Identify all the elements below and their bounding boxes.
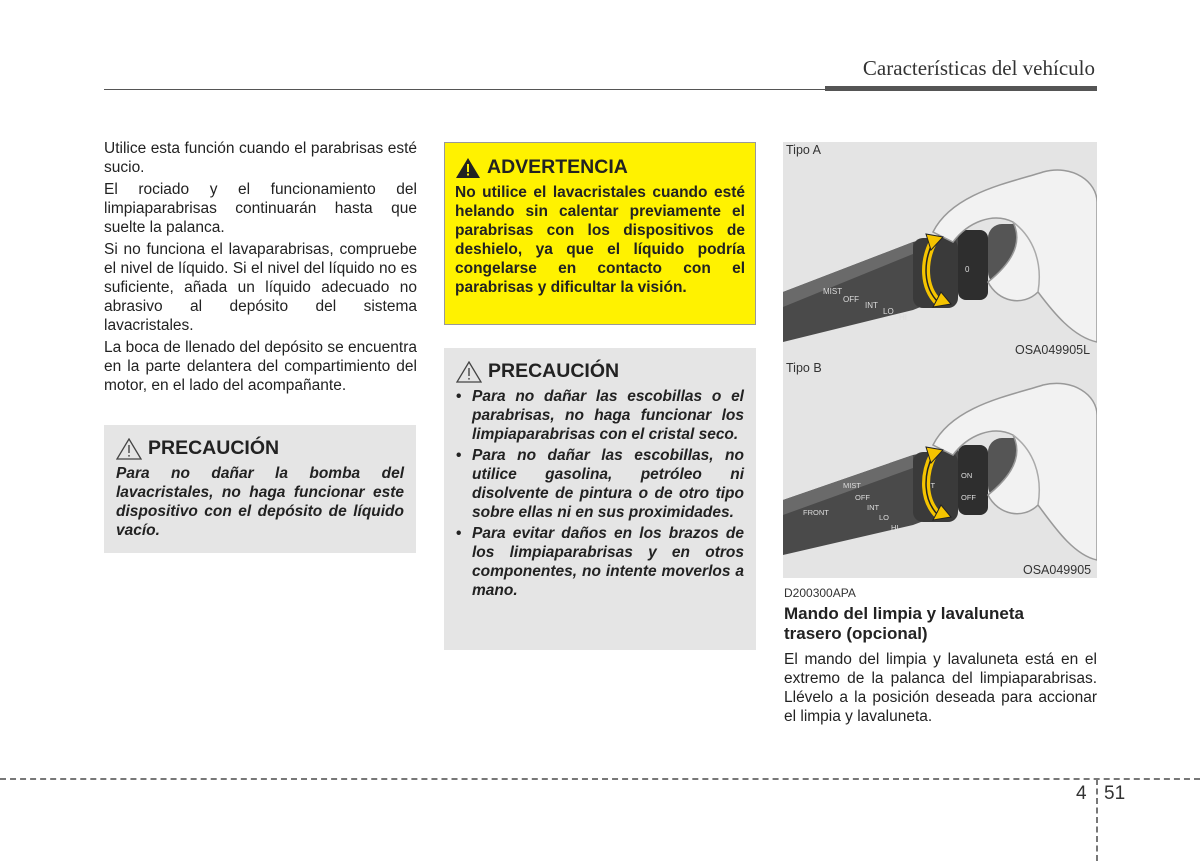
lever-mark-lo: LO: [879, 513, 890, 522]
lever-mark-2: 2: [923, 275, 928, 284]
figure-code: OSA049905L: [1015, 343, 1091, 357]
paragraph: Si no funciona el lavaparabrisas, compruebe el nivel de líquido. Si el nivel del líquido no es suficiente, añada un líquido adecuado no abrasivo al depósito del sistema lavacristales.: [104, 241, 417, 334]
lever-mark-1: 1: [923, 255, 928, 264]
warning-triangle-icon: [455, 157, 481, 179]
lever-mark-int: INT: [867, 503, 880, 512]
right-column-text: [784, 650, 1097, 729]
caution-box-pump: [104, 425, 416, 553]
figure-code: OSA049905: [1023, 563, 1092, 577]
list-item: • Para no dañar las escobillas, no utilice gasolina, petróleo ni disolvente de pintura o de otro tipo sobre ellas ni en sus proximidades.: [456, 446, 744, 522]
lever-mark-mist: MIST: [843, 481, 861, 490]
caution-list: [456, 387, 744, 600]
caution-text: Para no dañar la bomba del lavacristales, no haga funcionar este dispositivo con el depósito de líquido vacío.: [116, 465, 404, 539]
header-rule-accent: [825, 86, 1097, 91]
list-item: • Para no dañar las escobillas o el parabrisas, no haga funcionar los limpiaparabrisas con el cristal seco.: [456, 387, 744, 444]
lever-mark-on: ON: [961, 471, 973, 480]
page-number: 51: [1104, 783, 1126, 804]
list-item: • Para evitar daños en los brazos de los limpiaparabrisas y en otros componentes, no intente moverlos a mano.: [456, 524, 744, 600]
lever-mark-mist: MIST: [823, 287, 843, 296]
figure-type-b: [783, 360, 1097, 578]
caution-heading: [456, 360, 744, 383]
caution-box-wipers: [444, 348, 756, 650]
caution-triangle-icon: [116, 438, 142, 460]
lever-mark-hi: HI: [891, 523, 899, 532]
paragraph: Utilice esta función cuando el parabrisas esté sucio.: [104, 140, 417, 176]
page-header-title: Características del vehículo: [862, 56, 1095, 80]
paragraph: La boca de llenado del depósito se encuentra en la parte delantera del compartimiento del motor, en el lado del acompañante.: [104, 339, 417, 394]
wiper-lever-illustration: [783, 142, 1097, 360]
chapter-number: 4: [1076, 783, 1087, 804]
lever-mark-hi: HI: [899, 313, 907, 322]
footer-vertical-divider: [1096, 779, 1098, 861]
warning-heading: [455, 156, 745, 179]
lever-mark-0: 0: [965, 265, 970, 274]
lever-mark-int: INT: [865, 301, 878, 310]
lever-mark-off: OFF: [855, 493, 870, 502]
caution-title: PRECAUCIÓN: [488, 360, 620, 382]
lever-mark-rear-off: OFF: [961, 493, 976, 502]
lever-mark-off: OFF: [843, 295, 859, 304]
caution-title: PRECAUCIÓN: [148, 437, 280, 459]
caution-triangle-icon: [456, 361, 482, 383]
paragraph: El mando del limpia y lavaluneta está en el extremo de la palanca del limpiaparabrisas. Llévelo a la posición deseada para accionar el limpia y lavaluneta.: [784, 651, 1097, 725]
footer-divider: [0, 778, 1200, 780]
figure-type-a: [783, 142, 1097, 360]
warning-box: [444, 142, 756, 325]
lever-mark-lo: LO: [883, 307, 894, 316]
caution-heading: [116, 437, 404, 460]
left-column-text: [104, 139, 417, 398]
figure-label: Tipo A: [786, 143, 821, 157]
section-subheading: Mando del limpia y lavaluneta trasero (opcional): [784, 604, 1024, 643]
warning-title: ADVERTENCIA: [487, 156, 628, 178]
paragraph: El rociado y el funcionamiento del limpiaparabrisas continuarán hasta que suelte la palanca.: [104, 181, 417, 236]
lever-mark-rear-int: INT: [923, 481, 936, 490]
reference-code: D200300APA: [784, 586, 856, 600]
header-rule: [104, 89, 825, 90]
warning-text: No utilice el lavacristales cuando esté helando sin calentar previamente el parabrisas con los dispositivos de deshielo, ya que el líquido podría congelarse en contacto con el parabrisas y dificultar la visión.: [455, 184, 745, 296]
wiper-lever-illustration: [783, 360, 1097, 578]
figure-label: Tipo B: [786, 361, 822, 375]
lever-mark-front: FRONT: [803, 508, 829, 517]
